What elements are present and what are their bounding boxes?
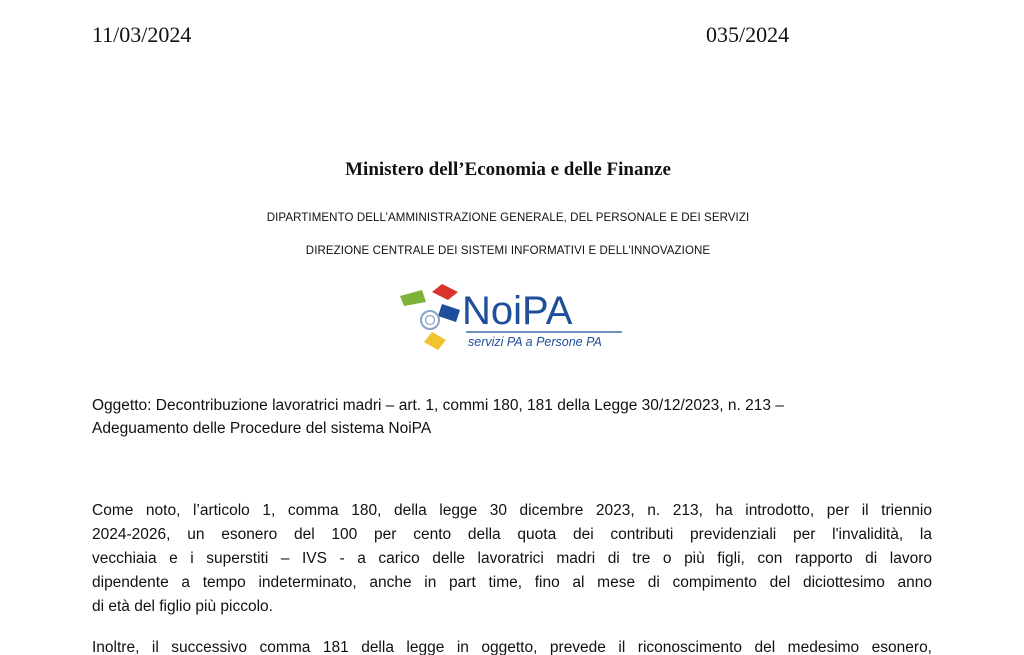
logo-tagline: servizi PA a Persone PA (468, 335, 602, 349)
paragraph-line: vecchiaia e i superstiti – IVS - a carico delle lavoratrici madri di tre o più figli, con rapporto di lavoro (92, 550, 932, 567)
subject-line: Adeguamento delle Procedure del sistema NoiPA (92, 420, 432, 437)
logo-tile-green (400, 290, 426, 306)
document-number: 035/2024 (706, 22, 790, 47)
paragraph-line: Inoltre, il successivo comma 181 della legge in oggetto, prevede il riconoscimento del medesimo esonero, (92, 639, 932, 655)
paragraph-line: dipendente a tempo indeterminato, anche in part time, fino al mese di compimento del diciottesimo anno (92, 574, 932, 591)
document-date: 11/03/2024 (92, 22, 192, 47)
body-paragraph (92, 499, 932, 619)
logo-wordmark: NoiPA (462, 289, 573, 333)
subject-block (92, 394, 932, 440)
logo-seal-icon (421, 311, 439, 329)
body-paragraph (92, 636, 932, 655)
noipa-logo (396, 280, 632, 358)
paragraph-line: di età del figlio più piccolo. (92, 598, 273, 615)
logo-tile-red (432, 284, 458, 300)
logo-tile-blue (438, 304, 460, 322)
directorate-name: DIREZIONE CENTRALE DEI SISTEMI INFORMATIVI E DELL’INNOVAZIONE (305, 245, 711, 257)
ministry-title: Ministero dell’Economia e delle Finanze (345, 159, 671, 180)
paragraph-line: Come noto, l’articolo 1, comma 180, della legge 30 dicembre 2023, n. 213, ha introdotto, per il triennio (92, 502, 932, 519)
subject-line: Oggetto: Decontribuzione lavoratrici madri – art. 1, commi 180, 181 della Legge 30/12/2023, n. 213 – (92, 397, 784, 414)
paragraph-line: 2024-2026, un esonero del 100 per cento della quota dei contributi previdenziali per l'invalidità, la (92, 526, 932, 543)
logo-tile-yellow (424, 332, 446, 350)
department-name: DIPARTIMENTO DELL’AMMINISTRAZIONE GENERALE, DEL PERSONALE E DEI SERVIZI (266, 212, 750, 224)
